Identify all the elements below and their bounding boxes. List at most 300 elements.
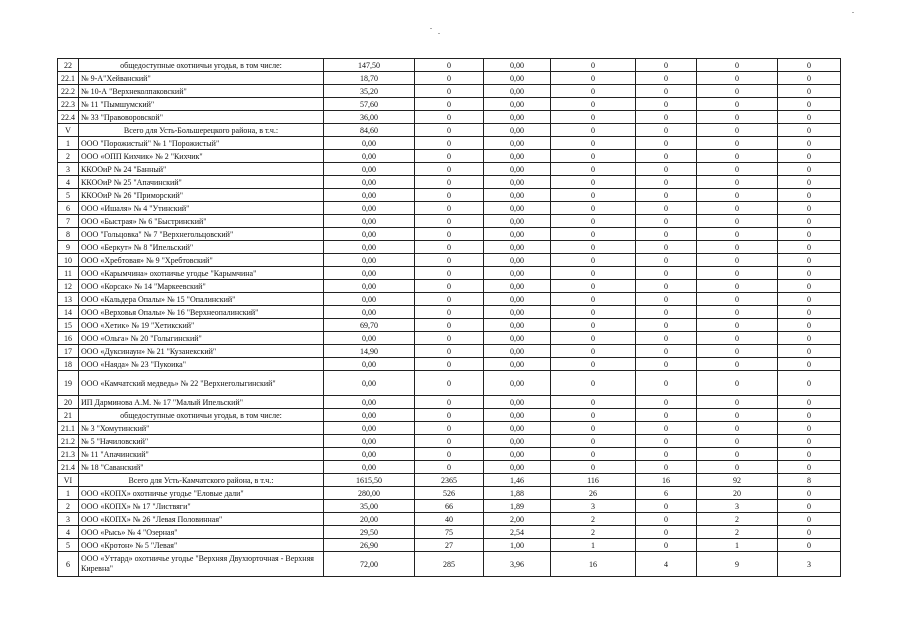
value-cell: 75 xyxy=(415,526,484,539)
value-cell: 0 xyxy=(551,345,636,358)
value-cell: 0 xyxy=(551,85,636,98)
row-number-cell: 20 xyxy=(58,396,79,409)
value-cell: 0 xyxy=(636,228,697,241)
row-number-cell: 22 xyxy=(58,59,79,72)
value-cell: 0 xyxy=(778,513,841,526)
row-number-cell: 22.3 xyxy=(58,98,79,111)
value-cell: 26 xyxy=(551,487,636,500)
value-cell: 0 xyxy=(415,72,484,85)
table-row xyxy=(58,59,841,72)
row-number-cell: 3 xyxy=(58,513,79,526)
value-cell: 0 xyxy=(415,150,484,163)
value-cell: 14,90 xyxy=(324,345,415,358)
value-cell: 0,00 xyxy=(324,241,415,254)
value-cell: 0 xyxy=(551,98,636,111)
row-name-cell: ООО «Верховья Опалы» № 16 "Верхнеопалинский" xyxy=(79,306,324,319)
value-cell: 0 xyxy=(778,319,841,332)
value-cell: 0 xyxy=(778,435,841,448)
row-number-cell: 3 xyxy=(58,163,79,176)
row-name-cell: ООО «Ольга» № 20 "Голыгинский" xyxy=(79,332,324,345)
row-number-cell: 21.4 xyxy=(58,461,79,474)
value-cell: 0 xyxy=(551,137,636,150)
row-number-cell: 21.3 xyxy=(58,448,79,461)
value-cell: 0 xyxy=(697,267,778,280)
value-cell: 0 xyxy=(415,241,484,254)
value-cell: 0,00 xyxy=(484,59,551,72)
value-cell: 0 xyxy=(636,448,697,461)
value-cell: 4 xyxy=(636,552,697,577)
row-name-cell: ООО «Наяда» № 23 "Пукоика" xyxy=(79,358,324,371)
value-cell: 29,50 xyxy=(324,526,415,539)
value-cell: 0 xyxy=(778,306,841,319)
value-cell: 0,00 xyxy=(484,280,551,293)
value-cell: 0 xyxy=(636,124,697,137)
value-cell: 0 xyxy=(697,306,778,319)
value-cell: 0,00 xyxy=(484,461,551,474)
row-number-cell: 13 xyxy=(58,293,79,306)
scan-speck xyxy=(438,33,440,34)
table-row xyxy=(58,137,841,150)
value-cell: 0 xyxy=(697,409,778,422)
value-cell: 35,00 xyxy=(324,500,415,513)
value-cell: 0 xyxy=(778,409,841,422)
value-cell: 0 xyxy=(697,215,778,228)
value-cell: 0 xyxy=(778,137,841,150)
row-number-cell: 22.1 xyxy=(58,72,79,85)
value-cell: 0 xyxy=(636,513,697,526)
table-row xyxy=(58,448,841,461)
value-cell: 0 xyxy=(415,124,484,137)
value-cell: 0 xyxy=(697,254,778,267)
value-cell: 27 xyxy=(415,539,484,552)
value-cell: 0,00 xyxy=(324,409,415,422)
row-number-cell: 22.4 xyxy=(58,111,79,124)
row-number-cell: 6 xyxy=(58,552,79,577)
value-cell: 1 xyxy=(697,539,778,552)
value-cell: 0 xyxy=(778,176,841,189)
value-cell: 0,00 xyxy=(484,254,551,267)
row-name-cell: ООО «КОПХ» № 17 "Листвяги" xyxy=(79,500,324,513)
row-number-cell: 14 xyxy=(58,306,79,319)
value-cell: 0,00 xyxy=(324,254,415,267)
value-cell: 6 xyxy=(636,487,697,500)
value-cell: 0,00 xyxy=(484,124,551,137)
value-cell: 0 xyxy=(551,215,636,228)
value-cell: 0 xyxy=(551,280,636,293)
data-table xyxy=(57,58,841,577)
value-cell: 0 xyxy=(551,150,636,163)
value-cell: 0,00 xyxy=(484,163,551,176)
value-cell: 0 xyxy=(778,215,841,228)
value-cell: 0,00 xyxy=(324,163,415,176)
value-cell: 3,96 xyxy=(484,552,551,577)
value-cell: 0 xyxy=(636,176,697,189)
row-name-cell: ККООиР № 24 "Банный" xyxy=(79,163,324,176)
value-cell: 0 xyxy=(415,189,484,202)
row-name-cell: № 18 "Саванский" xyxy=(79,461,324,474)
row-number-cell: 6 xyxy=(58,202,79,215)
value-cell: 0 xyxy=(636,435,697,448)
value-cell: 1,88 xyxy=(484,487,551,500)
value-cell: 0,00 xyxy=(484,319,551,332)
value-cell: 0 xyxy=(636,293,697,306)
value-cell: 0 xyxy=(697,163,778,176)
value-cell: 0 xyxy=(697,280,778,293)
row-name-cell: ООО «КОПХ» охотничье угодье "Еловые дали" xyxy=(79,487,324,500)
table-row xyxy=(58,228,841,241)
table-row xyxy=(58,358,841,371)
value-cell: 0 xyxy=(551,358,636,371)
row-number-cell: VI xyxy=(58,474,79,487)
value-cell: 0 xyxy=(415,306,484,319)
row-number-cell: 15 xyxy=(58,319,79,332)
value-cell: 2 xyxy=(697,513,778,526)
value-cell: 0,00 xyxy=(324,422,415,435)
value-cell: 0 xyxy=(697,396,778,409)
row-number-cell: 1 xyxy=(58,487,79,500)
value-cell: 0,00 xyxy=(484,215,551,228)
row-number-cell: 8 xyxy=(58,228,79,241)
value-cell: 0 xyxy=(778,371,841,396)
value-cell: 0 xyxy=(697,435,778,448)
value-cell: 0 xyxy=(415,176,484,189)
value-cell: 0,00 xyxy=(324,280,415,293)
value-cell: 66 xyxy=(415,500,484,513)
value-cell: 0 xyxy=(636,267,697,280)
value-cell: 0 xyxy=(551,163,636,176)
value-cell: 0 xyxy=(636,150,697,163)
value-cell: 0 xyxy=(778,202,841,215)
value-cell: 0 xyxy=(551,371,636,396)
value-cell: 0 xyxy=(636,526,697,539)
value-cell: 147,50 xyxy=(324,59,415,72)
row-number-cell: 17 xyxy=(58,345,79,358)
value-cell: 1 xyxy=(551,539,636,552)
value-cell: 0 xyxy=(551,409,636,422)
value-cell: 0 xyxy=(697,189,778,202)
value-cell: 1,00 xyxy=(484,539,551,552)
value-cell: 0 xyxy=(636,461,697,474)
value-cell: 0 xyxy=(415,59,484,72)
value-cell: 0 xyxy=(551,332,636,345)
value-cell: 0 xyxy=(551,72,636,85)
row-number-cell: 10 xyxy=(58,254,79,267)
row-name-cell: № 10-А "Верхнеколпаковский" xyxy=(79,85,324,98)
value-cell: 0,00 xyxy=(484,189,551,202)
value-cell: 0 xyxy=(778,59,841,72)
value-cell: 0 xyxy=(778,396,841,409)
value-cell: 0 xyxy=(697,371,778,396)
value-cell: 0 xyxy=(415,422,484,435)
table-row xyxy=(58,189,841,202)
value-cell: 0 xyxy=(697,85,778,98)
row-name-cell: ООО «Ишаля» № 4 "Утинский" xyxy=(79,202,324,215)
value-cell: 0 xyxy=(551,254,636,267)
value-cell: 0 xyxy=(551,124,636,137)
value-cell: 1,46 xyxy=(484,474,551,487)
value-cell: 280,00 xyxy=(324,487,415,500)
row-name-cell: ККООиР № 26 "Приморский" xyxy=(79,189,324,202)
row-name-cell: Всего для Усть-Камчатского района, в т.ч.: xyxy=(79,474,324,487)
row-name-cell: ИП Дарминова А.М. № 17 "Малый Ипельский" xyxy=(79,396,324,409)
value-cell: 0 xyxy=(551,189,636,202)
value-cell: 2 xyxy=(697,526,778,539)
table-row xyxy=(58,371,841,396)
value-cell: 69,70 xyxy=(324,319,415,332)
value-cell: 0,00 xyxy=(324,176,415,189)
value-cell: 0 xyxy=(697,345,778,358)
value-cell: 0,00 xyxy=(484,176,551,189)
table-row xyxy=(58,241,841,254)
value-cell: 0 xyxy=(697,202,778,215)
row-name-cell: ООО «Рысь» № 4 "Озерная" xyxy=(79,526,324,539)
value-cell: 0 xyxy=(415,435,484,448)
value-cell: 57,60 xyxy=(324,98,415,111)
table-row xyxy=(58,552,841,577)
value-cell: 0 xyxy=(551,448,636,461)
value-cell: 16 xyxy=(551,552,636,577)
row-number-cell: 16 xyxy=(58,332,79,345)
table-row xyxy=(58,332,841,345)
value-cell: 72,00 xyxy=(324,552,415,577)
table-row xyxy=(58,526,841,539)
value-cell: 0 xyxy=(415,358,484,371)
value-cell: 0 xyxy=(415,332,484,345)
value-cell: 0 xyxy=(778,72,841,85)
value-cell: 0 xyxy=(778,98,841,111)
row-number-cell: 9 xyxy=(58,241,79,254)
value-cell: 0 xyxy=(697,448,778,461)
value-cell: 0 xyxy=(778,124,841,137)
value-cell: 18,70 xyxy=(324,72,415,85)
value-cell: 0,00 xyxy=(324,293,415,306)
table-row xyxy=(58,422,841,435)
row-name-cell: № 33 "Правоворовской" xyxy=(79,111,324,124)
value-cell: 0 xyxy=(778,111,841,124)
table-row xyxy=(58,461,841,474)
value-cell: 0 xyxy=(636,358,697,371)
row-name-cell: ООО «Корсак» № 14 "Маркеевский" xyxy=(79,280,324,293)
value-cell: 9 xyxy=(697,552,778,577)
value-cell: 0,00 xyxy=(324,137,415,150)
value-cell: 20 xyxy=(697,487,778,500)
value-cell: 2 xyxy=(551,513,636,526)
value-cell: 0 xyxy=(778,228,841,241)
value-cell: 0 xyxy=(778,189,841,202)
value-cell: 0,00 xyxy=(484,332,551,345)
row-name-cell: № 3 "Хомутинский" xyxy=(79,422,324,435)
value-cell: 2365 xyxy=(415,474,484,487)
value-cell: 0 xyxy=(697,150,778,163)
value-cell: 0 xyxy=(551,422,636,435)
value-cell: 0 xyxy=(778,461,841,474)
value-cell: 0 xyxy=(778,332,841,345)
value-cell: 0,00 xyxy=(484,306,551,319)
table-row xyxy=(58,306,841,319)
value-cell: 0 xyxy=(636,98,697,111)
value-cell: 0 xyxy=(551,293,636,306)
value-cell: 0,00 xyxy=(324,332,415,345)
row-name-cell: ООО «Беркут» № 8 "Ипельский" xyxy=(79,241,324,254)
value-cell: 0 xyxy=(551,396,636,409)
value-cell: 0 xyxy=(697,124,778,137)
value-cell: 0 xyxy=(636,539,697,552)
value-cell: 0,00 xyxy=(324,448,415,461)
value-cell: 2,00 xyxy=(484,513,551,526)
row-name-cell: ООО «Хребтовая» № 9 "Хребтовский" xyxy=(79,254,324,267)
value-cell: 0 xyxy=(636,332,697,345)
table-row xyxy=(58,345,841,358)
value-cell: 0,00 xyxy=(484,202,551,215)
value-cell: 0 xyxy=(697,137,778,150)
table-row xyxy=(58,435,841,448)
value-cell: 16 xyxy=(636,474,697,487)
value-cell: 0 xyxy=(415,202,484,215)
table-row xyxy=(58,539,841,552)
value-cell: 0 xyxy=(636,189,697,202)
value-cell: 0 xyxy=(636,409,697,422)
value-cell: 0 xyxy=(778,345,841,358)
row-name-cell: ООО «Кальдера Опалы» № 15 "Опалинский" xyxy=(79,293,324,306)
value-cell: 0 xyxy=(415,448,484,461)
value-cell: 0 xyxy=(636,345,697,358)
value-cell: 0 xyxy=(415,254,484,267)
value-cell: 0 xyxy=(697,358,778,371)
table-row xyxy=(58,396,841,409)
value-cell: 3 xyxy=(778,552,841,577)
row-name-cell: ООО «Уттард» охотничье угодье "Верхняя Двухюрточная - Верхняя Киревна" xyxy=(79,552,324,577)
row-name-cell: № 11 "Пымшумский" xyxy=(79,98,324,111)
value-cell: 0,00 xyxy=(484,98,551,111)
table-row xyxy=(58,111,841,124)
value-cell: 0 xyxy=(415,267,484,280)
value-cell: 0 xyxy=(551,176,636,189)
value-cell: 0 xyxy=(415,409,484,422)
row-name-cell: ООО «Камчатский медведь» № 22 "Верхнеголыгинский" xyxy=(79,371,324,396)
value-cell: 0 xyxy=(697,72,778,85)
value-cell: 0 xyxy=(636,280,697,293)
value-cell: 0 xyxy=(778,293,841,306)
value-cell: 26,90 xyxy=(324,539,415,552)
table-row xyxy=(58,293,841,306)
value-cell: 0 xyxy=(778,422,841,435)
table-row xyxy=(58,124,841,137)
value-cell: 0 xyxy=(551,59,636,72)
value-cell: 0,00 xyxy=(484,422,551,435)
table-row xyxy=(58,72,841,85)
value-cell: 0 xyxy=(636,396,697,409)
value-cell: 0 xyxy=(778,487,841,500)
value-cell: 0 xyxy=(697,461,778,474)
row-name-cell: ООО «ОПП Кихчик» № 2 "Кихчик" xyxy=(79,150,324,163)
value-cell: 0 xyxy=(636,422,697,435)
value-cell: 0,00 xyxy=(324,215,415,228)
value-cell: 0 xyxy=(415,215,484,228)
row-name-cell: ООО «Дуксинаун» № 21 "Кузанекский" xyxy=(79,345,324,358)
value-cell: 0 xyxy=(778,241,841,254)
value-cell: 0 xyxy=(551,241,636,254)
value-cell: 0,00 xyxy=(484,72,551,85)
value-cell: 8 xyxy=(778,474,841,487)
table-row xyxy=(58,150,841,163)
value-cell: 0 xyxy=(778,448,841,461)
row-name-cell: общедоступные охотничьи угодья, в том числе: xyxy=(79,409,324,422)
value-cell: 0 xyxy=(636,371,697,396)
value-cell: 0,00 xyxy=(484,435,551,448)
value-cell: 0 xyxy=(636,85,697,98)
row-name-cell: ООО "Гольцовка" № 7 "Верхнегольцовский" xyxy=(79,228,324,241)
row-name-cell: ООО "Порожистый" № 1 "Порожистый" xyxy=(79,137,324,150)
value-cell: 0 xyxy=(551,461,636,474)
value-cell: 0,00 xyxy=(324,371,415,396)
value-cell: 0 xyxy=(697,319,778,332)
scan-speck xyxy=(430,28,432,29)
row-number-cell: 4 xyxy=(58,176,79,189)
value-cell: 0 xyxy=(415,461,484,474)
value-cell: 0,00 xyxy=(324,202,415,215)
value-cell: 40 xyxy=(415,513,484,526)
row-number-cell: 7 xyxy=(58,215,79,228)
value-cell: 0 xyxy=(697,241,778,254)
table-row xyxy=(58,513,841,526)
value-cell: 0 xyxy=(636,254,697,267)
table-row xyxy=(58,409,841,422)
value-cell: 0 xyxy=(415,137,484,150)
table-row xyxy=(58,163,841,176)
value-cell: 0,00 xyxy=(484,448,551,461)
value-cell: 0 xyxy=(415,371,484,396)
value-cell: 0,00 xyxy=(324,358,415,371)
row-number-cell: 11 xyxy=(58,267,79,280)
value-cell: 0 xyxy=(778,539,841,552)
value-cell: 0 xyxy=(551,306,636,319)
value-cell: 0 xyxy=(778,267,841,280)
value-cell: 0 xyxy=(778,500,841,513)
row-name-cell: ООО «Карымчина» охотничье угодье "Карымчина" xyxy=(79,267,324,280)
value-cell: 0 xyxy=(415,319,484,332)
value-cell: 0 xyxy=(551,228,636,241)
table-row xyxy=(58,98,841,111)
row-name-cell: ООО «Хетик» № 19 "Хетикский" xyxy=(79,319,324,332)
row-name-cell: Всего для Усть-Большерецкого района, в т.ч.: xyxy=(79,124,324,137)
value-cell: 0 xyxy=(778,163,841,176)
value-cell: 0 xyxy=(636,202,697,215)
value-cell: 0 xyxy=(636,59,697,72)
value-cell: 0,00 xyxy=(324,228,415,241)
value-cell: 0,00 xyxy=(484,345,551,358)
row-number-cell: 5 xyxy=(58,539,79,552)
value-cell: 0 xyxy=(415,85,484,98)
value-cell: 0,00 xyxy=(484,150,551,163)
value-cell: 0,00 xyxy=(484,409,551,422)
value-cell: 0 xyxy=(551,111,636,124)
value-cell: 0 xyxy=(415,111,484,124)
value-cell: 0 xyxy=(636,72,697,85)
row-number-cell: 22.2 xyxy=(58,85,79,98)
row-number-cell: 18 xyxy=(58,358,79,371)
value-cell: 0 xyxy=(636,306,697,319)
value-cell: 0 xyxy=(415,293,484,306)
value-cell: 0 xyxy=(697,98,778,111)
row-name-cell: общедоступные охотничьи угодья, в том числе: xyxy=(79,59,324,72)
value-cell: 2 xyxy=(551,526,636,539)
table-row xyxy=(58,267,841,280)
row-name-cell: ООО «Кротон» № 5 "Левая" xyxy=(79,539,324,552)
scan-speck xyxy=(852,12,854,13)
value-cell: 1,89 xyxy=(484,500,551,513)
value-cell: 0,00 xyxy=(484,228,551,241)
row-number-cell: 2 xyxy=(58,150,79,163)
